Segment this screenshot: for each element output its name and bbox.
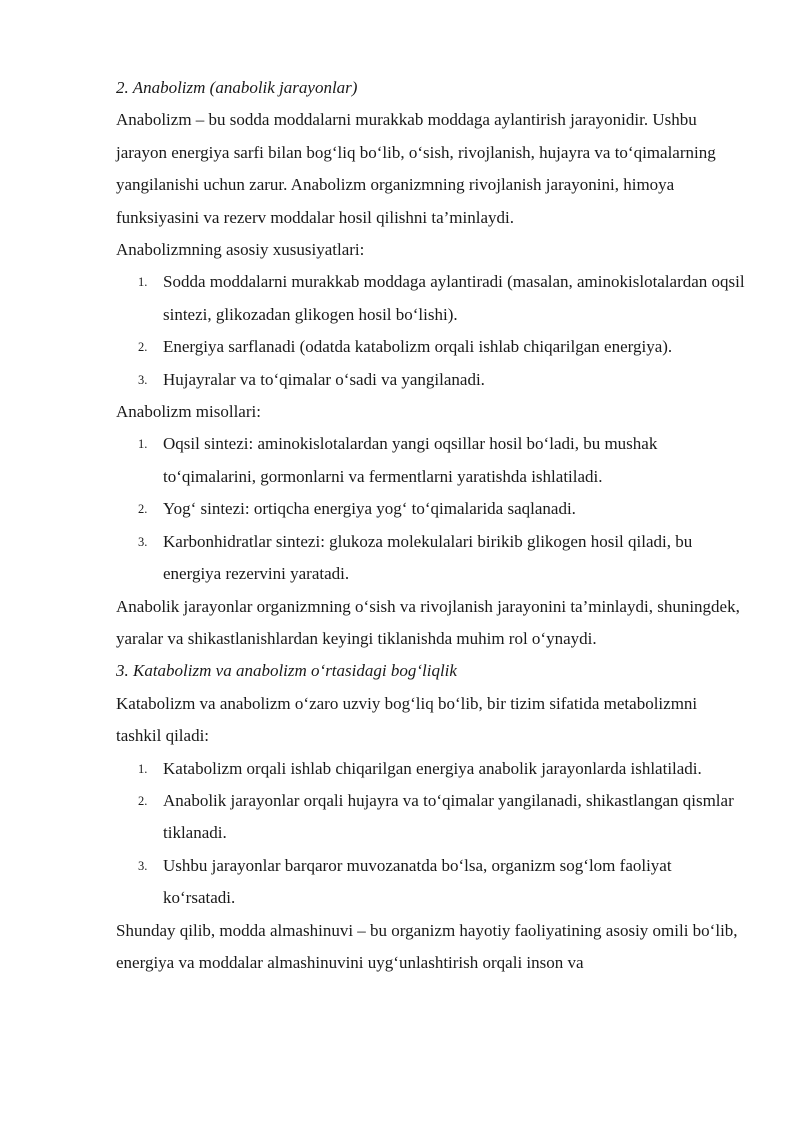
list-number: 3. xyxy=(138,534,148,549)
relationship-list xyxy=(116,753,746,915)
list-item xyxy=(116,785,746,850)
list-number: 3. xyxy=(138,858,148,873)
list-item xyxy=(116,364,746,396)
list-item xyxy=(116,266,746,331)
section-heading-anabolism: 2. Anabolizm (anabolik jarayonlar) xyxy=(116,78,358,97)
list-item-text: Sodda moddalarni murakkab moddaga aylantiradi (masalan, aminokislotalardan oqsil sintezi, glikozadan glikogen hosil bo‘lishi). xyxy=(163,272,745,324)
list-item xyxy=(116,753,746,785)
closing-paragraph: Shunday qilib, modda almashinuvi – bu organizm hayotiy faoliyatining asosiy omili bo‘lib, energiya va moddalar almashinuvini uyg‘unlashtirish orqali inson va xyxy=(116,920,738,972)
list-item-text: Karbonhidratlar sintezi: glukoza molekulalari birikib glikogen hosil qiladi, bu energiya rezervini yaratadi. xyxy=(163,531,693,584)
list-item xyxy=(116,493,746,525)
list-item-text: Yog‘ sintezi: ortiqcha energiya yog‘ to‘qimalarida saqlanadi. xyxy=(163,499,576,519)
list-number: 1. xyxy=(138,437,148,452)
list-number: 2. xyxy=(138,340,148,355)
list-item-text: Energiya sarflanadi (odatda katabolizm orqali ishlab chiqarilgan energiya). xyxy=(163,337,673,357)
features-list xyxy=(116,266,746,396)
list-number: 2. xyxy=(138,502,148,517)
examples-list xyxy=(116,428,746,590)
features-title: Anabolizmning asosiy xususiyatlari: xyxy=(116,240,365,260)
list-item xyxy=(116,331,746,363)
document-page xyxy=(116,72,746,979)
list-item xyxy=(116,850,746,915)
examples-title: Anabolizm misollari: xyxy=(116,402,261,422)
list-item-text: Hujayralar va to‘qimalar o‘sadi va yangilanadi. xyxy=(163,369,485,389)
anabolism-intro-paragraph: Anabolizm – bu sodda moddalarni murakkab moddaga aylantirish jarayonidir. Ushbu jarayon energiya sarfi bilan bog‘liq bo‘lib, o‘sish, rivojlanish, hujayra va to‘qimalarning yangilanishi uchun zarur. Anabolizm organizmning rivojlanish jarayonini, himoya funksiyasini va rezerv moddalar hosil qilishni ta’minlaydi. xyxy=(116,110,716,227)
list-item-text: Anabolik jarayonlar orqali hujayra va to‘qimalar yangilanadi, shikastlangan qismlar tiklanadi. xyxy=(163,790,734,843)
section-heading-relationship: 3. Katabolizm va anabolizm o‘rtasidagi bog‘liqlik xyxy=(116,661,457,681)
list-item-text: Ushbu jarayonlar barqaror muvozanatda bo‘lsa, organizm sog‘lom faoliyat ko‘rsatadi. xyxy=(163,855,672,908)
list-item-text: Katabolizm orqali ishlab chiqarilgan energiya anabolik jarayonlarda ishlatiladi. xyxy=(163,758,702,778)
list-item xyxy=(116,526,746,591)
list-number: 3. xyxy=(138,372,148,387)
list-number: 1. xyxy=(138,761,148,776)
anabolism-conclusion-paragraph: Anabolik jarayonlar organizmning o‘sish va rivojlanish jarayonini ta’minlaydi, shuningdek, yaralar va shikastlanishlardan keyingi tiklanishda muhim rol o‘ynaydi. xyxy=(116,596,740,648)
list-number: 1. xyxy=(138,275,148,290)
relationship-intro-paragraph: Katabolizm va anabolizm o‘zaro uzviy bog‘liq bo‘lib, bir tizim sifatida metabolizmni tashkil qiladi: xyxy=(116,693,698,746)
list-item xyxy=(116,428,746,493)
list-item-text: Oqsil sintezi: aminokislotalardan yangi oqsillar hosil bo‘ladi, bu mushak to‘qimalarini, gormonlarni va fermentlarni yaratishda ishlatiladi. xyxy=(163,434,658,486)
list-number: 2. xyxy=(138,793,148,808)
